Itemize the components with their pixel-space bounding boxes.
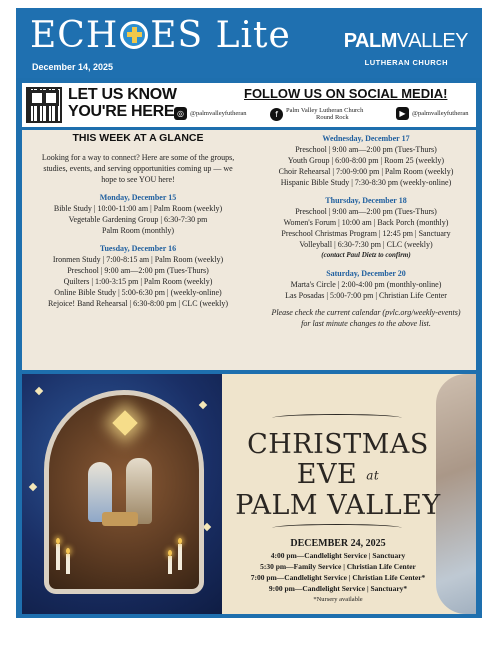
event-line: Hispanic Bible Study | 7:30-8:30 pm (weekly-online)	[280, 178, 452, 187]
nursery-note: *Nursery available	[313, 596, 363, 603]
service-line: 9:00 pm—Candlelight Service | Sanctuary*	[268, 584, 408, 593]
christmas-eve-text	[222, 384, 454, 606]
follow-heading: FOLLOW US ON SOCIAL MEDIA!	[244, 86, 448, 101]
christmas-eve-title: CHRISTMAS EVE at PALM VALLEY	[235, 429, 441, 521]
header	[16, 8, 482, 78]
event-line: Preschool | 9:00 am—2:00 pm (Tues-Thurs)	[295, 207, 437, 216]
let-us-know-heading: LET US KNOW YOU'RE HERE	[68, 86, 177, 120]
day-heading: Saturday, December 20	[326, 269, 406, 278]
candle-icon	[178, 544, 182, 570]
church-logo: PALMVALLEY	[343, 30, 468, 52]
service-line: 5:30 pm—Family Service | Christian Life Center	[260, 562, 416, 571]
event-line: Bible Study | 10:00-11:00 am | Palm Room (weekly)	[53, 204, 223, 213]
event-line: Choir Rehearsal | 7:00-9:00 pm | Palm Room (weekly)	[278, 167, 454, 176]
newsletter-page	[16, 8, 482, 618]
intro-text: Looking for a way to connect? Here are some of the groups, studies, events, and serving opportunities coming up — we hope to see YOU here!	[41, 153, 235, 184]
event-line: Preschool | 9:00 am—2:00 pm (Tues-Thurs)	[295, 145, 437, 154]
schedule-right-column	[256, 130, 476, 329]
instagram-icon: ◎	[174, 107, 187, 120]
event-line: Quilters | 1:00-3:15 pm | Palm Room (weekly)	[63, 277, 213, 286]
cross-logo-icon	[120, 21, 148, 49]
day-heading: Thursday, December 18	[325, 196, 407, 205]
event-line: Rejoice! Band Rehearsal | 6:30-8:00 pm | CLC (weekly)	[47, 299, 229, 308]
flourish-top	[272, 414, 402, 422]
schedule-left-column	[22, 130, 254, 309]
christmas-eve-section	[22, 374, 476, 614]
manger-icon	[102, 512, 138, 526]
event-line: Preschool Christmas Program | 12:45 pm | Sanctuary	[281, 229, 451, 238]
facebook-link[interactable]: f Palm Valley Lutheran Church Round Rock	[270, 107, 363, 121]
event-line: Volleyball | 6:30-7:30 pm | CLC (weekly)	[299, 240, 433, 249]
event-line: Ironmen Study | 7:00-8:15 am | Palm Room (weekly)	[52, 255, 224, 264]
church-subtitle: LUTHERAN CHURCH	[364, 58, 448, 67]
day-heading: Monday, December 15	[99, 193, 177, 202]
event-line: Vegetable Gardening Group | 6:30-7:30 pm	[68, 215, 208, 224]
service-line: 4:00 pm—Candlelight Service | Sanctuary	[270, 551, 406, 560]
star-icon	[199, 401, 207, 409]
candle-icon	[56, 544, 60, 570]
star-icon	[29, 483, 37, 491]
youtube-icon: ▶	[396, 107, 409, 120]
star-icon	[203, 523, 211, 531]
event-line: Palm Room (monthly)	[102, 226, 174, 235]
day-heading: Tuesday, December 16	[99, 244, 177, 253]
day-heading: Wednesday, December 17	[322, 134, 410, 143]
facebook-icon: f	[270, 108, 283, 121]
youtube-link[interactable]: ▶ @palmvalleyfutheran	[396, 107, 469, 120]
instagram-link[interactable]: ◎ @palmvalleyfutheran	[174, 107, 247, 120]
nativity-illustration	[22, 374, 222, 614]
newsletter-title: ECH ES Lite	[30, 15, 291, 56]
service-times	[222, 538, 454, 605]
qr-code-icon[interactable]	[26, 87, 62, 123]
event-line: Youth Group | 6:00-8:00 pm | Room 25 (weekly)	[287, 156, 445, 165]
candle-icon	[168, 556, 172, 574]
star-icon	[35, 387, 43, 395]
issue-date: December 14, 2025	[32, 62, 114, 72]
candle-icon	[66, 554, 70, 574]
service-date: DECEMBER 24, 2025	[290, 538, 386, 549]
section-heading: THIS WEEK AT A GLANCE	[72, 132, 204, 144]
event-note: (contact Paul Dietz to confirm)	[321, 251, 411, 259]
this-week-section	[22, 130, 476, 370]
event-line: Preschool | 9:00 am—2:00 pm (Tues-Thurs)	[67, 266, 209, 275]
social-bar	[22, 83, 476, 127]
event-line: Marta's Circle | 2:00-4:00 pm (monthly-online)	[290, 280, 442, 289]
flourish-bottom	[272, 524, 402, 532]
event-line: Online Bible Study | 5:00-6:30 pm | (weekly-online)	[54, 288, 222, 297]
event-line: Women's Forum | 10:00 am | Back Porch (monthly)	[283, 218, 449, 227]
service-line: 7:00 pm—Candlelight Service | Christian Life Center*	[250, 573, 426, 582]
calendar-note: Please check the current calendar (pvlc.org/weekly-events) for last minute changes to the above list.	[271, 308, 461, 328]
event-line: Las Posadas | 5:00-7:00 pm | Christian Life Center	[285, 291, 447, 300]
